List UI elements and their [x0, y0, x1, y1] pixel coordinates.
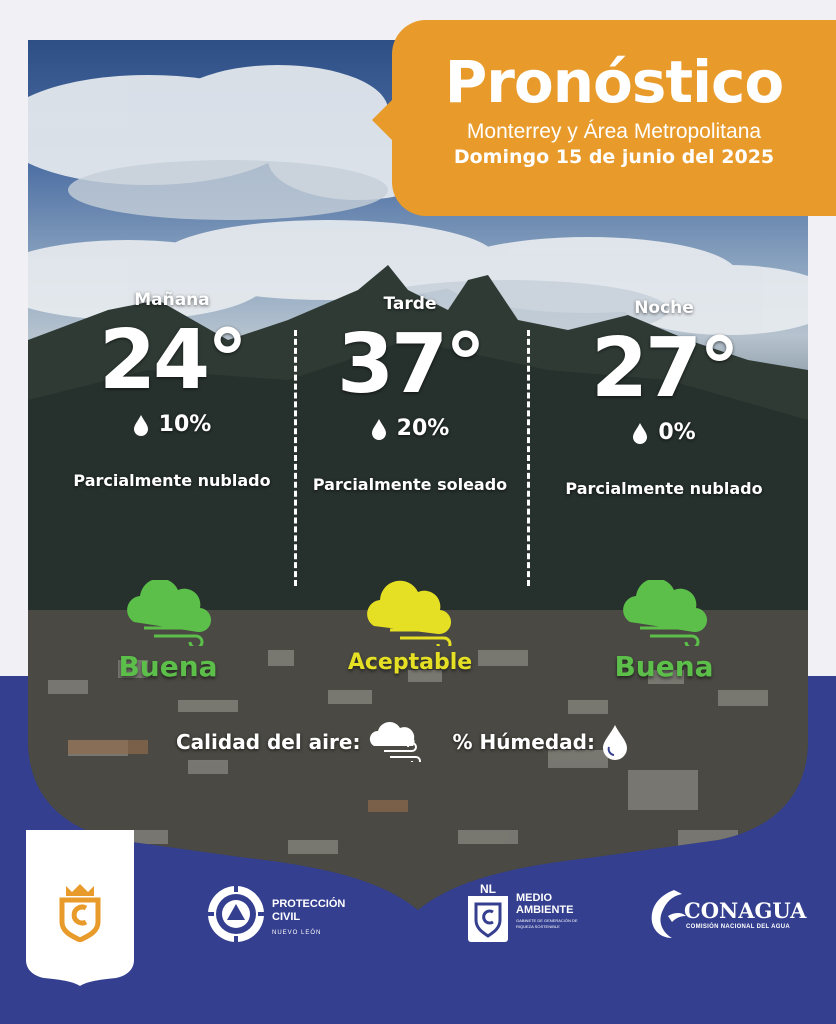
- period-label: Noche: [634, 298, 694, 318]
- logo-line: CIVIL: [272, 911, 301, 923]
- raindrop-icon: [133, 414, 149, 436]
- column-divider: [527, 330, 530, 586]
- air-quality-label: Aceptable: [347, 650, 473, 675]
- cloud-wind-icon: [366, 722, 426, 762]
- cloud-wind-icon: [120, 580, 216, 646]
- temperature: 24°: [98, 313, 246, 408]
- logo-line: NL: [468, 882, 508, 896]
- conagua-name: CONAGUA: [684, 898, 807, 923]
- period-night: [534, 298, 794, 498]
- period-afternoon: [280, 294, 540, 494]
- proteccion-civil-emblem-icon: [206, 884, 266, 944]
- logo-line: GABINETE DE GENERACIÓN DE RIQUEZA SOSTENIBLE: [516, 918, 578, 929]
- forecast-date: Domingo 15 de junio del 2025: [453, 146, 775, 168]
- air-quality-afternoon: [310, 580, 510, 675]
- sky-condition: Parcialmente nublado: [73, 471, 271, 490]
- rain-chance: 20%: [396, 416, 450, 441]
- nuevo-leon-crest-icon: [56, 882, 104, 942]
- proteccion-civil-logo: [272, 898, 345, 940]
- air-quality-label: Buena: [614, 650, 714, 683]
- cloud-wind-icon: [360, 580, 460, 646]
- period-label: Mañana: [134, 290, 210, 310]
- rain-chance: 0%: [658, 420, 696, 445]
- period-morning: [42, 290, 302, 490]
- logo-line: MEDIO: [516, 892, 553, 904]
- conagua-subtitle: COMISIÓN NACIONAL DEL AGUA: [686, 924, 791, 930]
- legend-air-quality-label: Calidad del aire:: [176, 730, 361, 754]
- legend: [176, 722, 629, 762]
- air-quality-night: [564, 580, 764, 683]
- medio-ambiente-badge: [468, 882, 508, 942]
- medio-ambiente-logo: [516, 892, 586, 930]
- logo-line: PROTECCIÓN: [272, 898, 346, 910]
- raindrop-icon: [371, 418, 387, 440]
- shield-icon: [468, 896, 508, 940]
- sky-condition: Parcialmente soleado: [312, 475, 508, 494]
- temperature: 37°: [336, 317, 484, 412]
- legend-humidity-label: % Húmedad:: [452, 730, 595, 754]
- period-label: Tarde: [383, 294, 437, 314]
- sky-condition: Parcialmente nublado: [565, 479, 763, 498]
- rain-chance: 10%: [158, 412, 212, 437]
- header-notch: [372, 98, 394, 142]
- rain-chance-row: [280, 416, 540, 441]
- conagua-eagle-icon: [644, 886, 688, 940]
- air-quality-morning: [68, 580, 268, 683]
- page-title: Pronóstico: [444, 48, 784, 116]
- logo-line: AMBIENTE: [516, 904, 574, 916]
- rain-chance-row: [534, 420, 794, 445]
- cloud-wind-icon: [616, 580, 712, 646]
- raindrop-icon: [601, 723, 629, 761]
- air-quality-label: Buena: [118, 650, 218, 683]
- logo-line: NUEVO LEÓN: [272, 930, 322, 936]
- raindrop-icon: [632, 422, 648, 444]
- temperature: 27°: [590, 321, 738, 416]
- location-subtitle: Monterrey y Área Metropolitana: [466, 120, 762, 143]
- column-divider: [294, 330, 297, 586]
- rain-chance-row: [42, 412, 302, 437]
